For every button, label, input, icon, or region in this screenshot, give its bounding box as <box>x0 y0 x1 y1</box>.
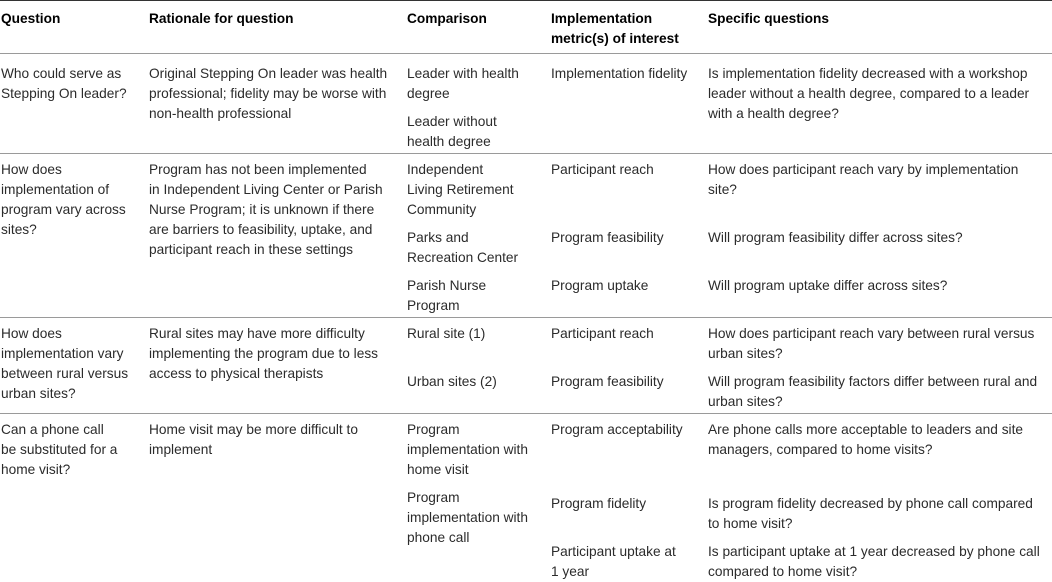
text-line: to home visit? <box>708 516 793 531</box>
row2-comparison-a <box>407 160 514 220</box>
text-line: implementation with <box>407 442 528 457</box>
text-line: How does participant reach vary by implementation <box>708 162 1019 177</box>
row3-comparison-a: Rural site (1) <box>407 326 486 341</box>
text-line: Program <box>407 298 460 313</box>
row4-question <box>1 420 117 480</box>
row3-question <box>1 324 128 404</box>
text-line: Original Stepping On leader was health <box>149 66 388 81</box>
row1-specific <box>708 64 1029 124</box>
text-line: How does participant reach vary between rural versus <box>708 326 1035 341</box>
row3-specific-b <box>708 372 1037 412</box>
text-line: managers, compared to home visits? <box>708 442 933 457</box>
text-line: Is program fidelity decreased by phone call compared <box>708 496 1033 511</box>
row2-comparison-b <box>407 228 518 268</box>
row4-comparison-b <box>407 488 528 548</box>
text-line: Living Retirement <box>407 182 514 197</box>
text-line: participant reach in these settings <box>149 242 353 257</box>
text-line: implement <box>149 442 213 457</box>
text-line: Is participant uptake at 1 year decreased by phone call <box>708 544 1040 559</box>
row2-metric-c: Program uptake <box>551 278 649 293</box>
header-implementation-metric <box>551 9 679 49</box>
text-line: urban sites? <box>708 346 783 361</box>
row4-specific-a <box>708 420 1023 460</box>
header-implementation-line1: Implementation <box>551 11 653 26</box>
text-line: Home visit may be more difficult to <box>149 422 358 437</box>
text-line: home visit <box>407 462 469 477</box>
header-specific-questions: Specific questions <box>708 11 829 26</box>
text-line: Nurse Program; it is unknown if there <box>149 202 375 217</box>
text-line: Program <box>407 422 460 437</box>
row3-metric-a: Participant reach <box>551 326 654 341</box>
row2-question <box>1 160 126 240</box>
text-line: Rural sites may have more difficulty <box>149 326 365 341</box>
row4-metric-c <box>551 542 676 582</box>
row2-rationale <box>149 160 383 260</box>
row3-rationale <box>149 324 378 384</box>
row-rule <box>0 153 1052 154</box>
text-line: implementation vary <box>1 346 124 361</box>
text-line: Community <box>407 202 477 217</box>
row2-specific-c: Will program uptake differ across sites? <box>708 278 948 293</box>
row3-metric-b: Program feasibility <box>551 374 664 389</box>
text-line: Is implementation fidelity decreased with a workshop <box>708 66 1028 81</box>
text-line: Parish Nurse <box>407 278 487 293</box>
text-line: implementation of <box>1 182 110 197</box>
row-rule <box>0 413 1052 414</box>
row1-metric <box>551 64 687 84</box>
row4-metric-b: Program fidelity <box>551 496 647 511</box>
row3-comparison-b: Urban sites (2) <box>407 374 497 389</box>
header-rationale: Rationale for question <box>149 11 294 26</box>
text-line: degree <box>407 86 450 101</box>
header-question: Question <box>1 11 61 26</box>
row1-rationale <box>149 64 387 124</box>
header-comparison: Comparison <box>407 11 487 26</box>
text-line: Will program feasibility factors differ between rural and <box>708 374 1038 389</box>
text-line: with a health degree? <box>708 106 839 121</box>
row4-specific-b <box>708 494 1033 534</box>
header-implementation-line2: metric(s) of interest <box>551 31 679 46</box>
text-line: Can a phone call <box>1 422 104 437</box>
text-line: Leader without <box>407 114 497 129</box>
text-line: Parks and <box>407 230 469 245</box>
text-line: 1 year <box>551 564 590 579</box>
row3-specific-a <box>708 324 1034 364</box>
table-top-rule <box>0 0 1052 1</box>
row2-comparison-c <box>407 276 486 316</box>
row4-specific-c <box>708 542 1040 582</box>
row2-specific-a <box>708 160 1018 200</box>
text-line: Program <box>407 490 460 505</box>
text-line: professional; fidelity may be worse with <box>149 86 387 101</box>
text-line: Participant uptake at <box>551 544 676 559</box>
text-line: site? <box>708 182 737 197</box>
text-line: phone call <box>407 530 470 545</box>
row2-metric-b: Program feasibility <box>551 230 664 245</box>
text-line: sites? <box>1 222 37 237</box>
header-rule <box>0 53 1052 54</box>
row4-rationale <box>149 420 358 460</box>
text-line: are barriers to feasibility, uptake, and <box>149 222 373 237</box>
text-line: Who could serve as <box>1 66 122 81</box>
row4-comparison-a <box>407 420 528 480</box>
text-line: How does <box>1 326 62 341</box>
text-line: program vary across <box>1 202 126 217</box>
row2-metric-a: Participant reach <box>551 162 654 177</box>
text-line: implementation with <box>407 510 528 525</box>
text-line: Leader with health <box>407 66 519 81</box>
row1-comparison-a <box>407 64 519 104</box>
row1-question <box>1 64 127 104</box>
text-line: How does <box>1 162 62 177</box>
text-line: compared to home visit? <box>708 564 858 579</box>
text-line: Program has not been implemented <box>149 162 367 177</box>
row4-metric-a: Program acceptability <box>551 422 683 437</box>
text-line: implementing the program due to less <box>149 346 379 361</box>
text-line: leader without a health degree, compared to a leader <box>708 86 1030 101</box>
text-line: non-health professional <box>149 106 292 121</box>
row1-comparison-b <box>407 112 497 152</box>
text-line: home visit? <box>1 462 71 477</box>
text-line: Independent <box>407 162 484 177</box>
text-line: Stepping On leader? <box>1 86 127 101</box>
text-line: urban sites? <box>1 386 76 401</box>
text-line: between rural versus <box>1 366 129 381</box>
text-line: health degree <box>407 134 491 149</box>
text-line: Are phone calls more acceptable to leaders and site <box>708 422 1023 437</box>
row-rule <box>0 317 1052 318</box>
text-line: access to physical therapists <box>149 366 324 381</box>
text-line: Recreation Center <box>407 250 519 265</box>
text-line: in Independent Living Center or Parish <box>149 182 383 197</box>
row2-specific-b: Will program feasibility differ across sites? <box>708 230 963 245</box>
text-line: urban sites? <box>708 394 783 409</box>
text-line: Implementation fidelity <box>551 66 688 81</box>
text-line: be substituted for a <box>1 442 118 457</box>
